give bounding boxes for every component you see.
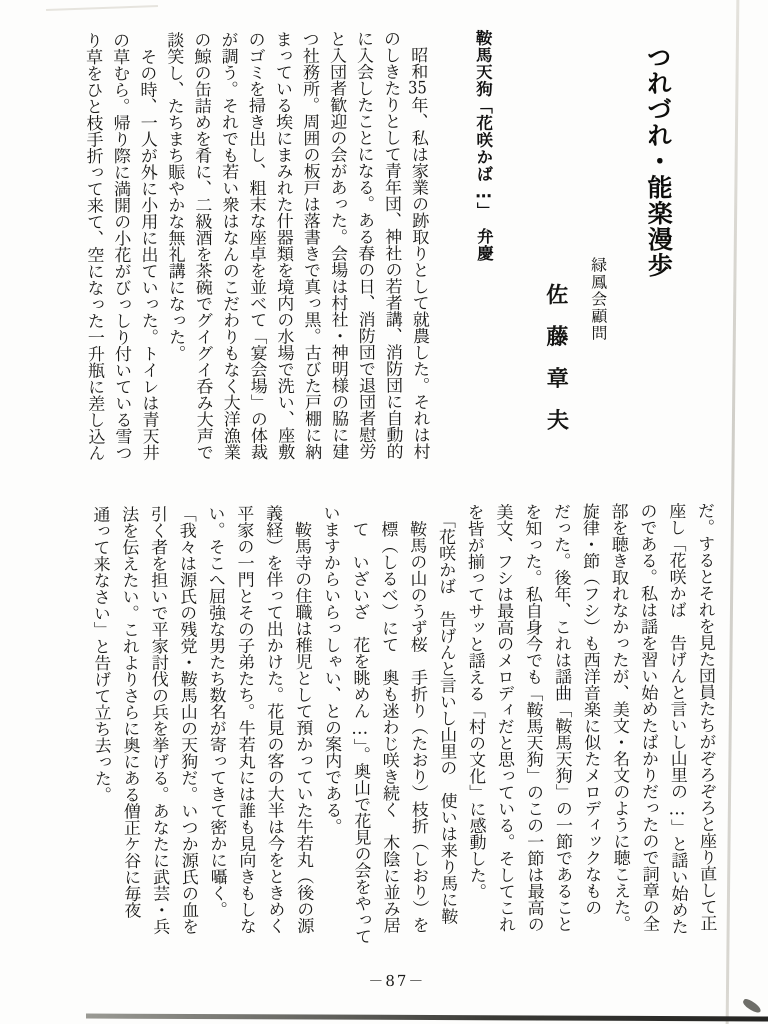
article-subtitle: 鞍馬天狗「花咲かば…」 弁慶 [473,29,494,262]
text-line: と入団者歓迎の会があった。会場は村社・神明様の脇に建 [325,30,349,460]
text-line: 談笑し、たちまち賑やかな無礼講になった。 [163,31,186,362]
body-text-block-upper [77,30,433,488]
text-line: の草むら。帰り際に満開の小花がびっしり付いている雪つ [109,31,132,461]
text-line: だ。するとそれを見た団員たちがぞろぞろと座り直して正 [693,501,717,932]
text-line: つ社務所。周囲の板戸は落書きで真っ黒。古びた戸棚に納 [298,30,322,460]
text-line: のしきたりとして青年団、神社の若者講、消防団に自動的 [379,29,403,460]
text-line: い。そこへ屈強な男たち数名が寄ってきて密かに囁く。 [204,504,227,918]
text-line: 「我々は源氏の残党・鞍馬山の天狗だ。いつか源氏の血を [175,505,199,935]
text-line: を皆が揃ってサッと謡える「村の文化」に感動した。 [463,503,486,900]
text-line: 鞍馬の山のうず桜 手折り（たおり）枝折（しおり）を [405,503,429,933]
text-line: まっている埃にまみれた什器類を境内の水場で洗い、座敷 [271,30,295,460]
text-line: いますからいらっしゃい、との案内である。 [319,504,342,835]
text-line: だった。後年、これは謡曲「鞍馬天狗」の一節であること [549,502,573,932]
text-line: 昭和35年、私は家業の跡取りとして就農した。それは村 [407,29,430,460]
text-line: り草をひと枝手折って来て、空になった一升瓶に差し込ん [81,31,105,461]
text-line: 「花咲かば 告げんと言いし山里の 使いは来り馬に鞍 [434,503,458,925]
text-line: 座し「花咲かば 告げんと言いし山里の…」と謡い始めた [665,502,688,935]
text-line: 義経）を伴って出かけた。花見の客の大半は今をときめく [262,504,285,934]
text-line: 平家の一門とその子弟たち。牛若丸には誰も見向きもしな [233,504,256,934]
body-text-block-lower [84,502,721,970]
text-line: 引く者を担いで平家討伐の兵を挙げる。あなたに武芸・兵 [146,505,170,935]
text-line: のである。私は謡を習い始めたばかりだったので詞章の全 [636,502,659,932]
text-line: に入会したことになる。ある春の日、消防団で退団者慰労 [352,30,376,460]
text-line: を知った。私自身今でも「鞍馬天狗」のこの一節は最高の [521,503,544,933]
text-line: て いざいざ 花を眺めん…」。奥山で花見の会をやって [348,504,372,945]
author-affiliation: 緑鳳会顧問 [588,256,608,342]
text-line: が調う。それでも若い衆はなんのこだわりもなく大洋漁業 [217,30,241,461]
author-name: 佐藤章夫 [542,282,570,451]
text-line: 鞍馬寺の住職は稚児として預かっていた牛若丸（後の源 [290,504,314,934]
text-line: のゴミを掃き出し、粗末な座卓を並べて「宴会場」の体裁 [244,30,268,460]
page-number: －87－ [368,971,426,991]
text-line: 旋律・節（フシ）も西洋音楽に似たメロディックなもの [578,502,602,916]
text-line: 標（しるべ）にて 奥も迷わじ咲き続く 木陰に並み居 [377,503,400,934]
text-line: 美文、フシは最高のメロディだと思っている。そしてこれ [492,503,515,933]
text-line: 法を伝えたい。これよりさらに奥にある僧正ケ谷に毎夜 [118,505,141,919]
text-line: 部を聴き取れなかったが、美文・名文のように聴こえた。 [607,502,631,932]
page-title: つれづれ・能楽漫歩 [643,44,674,279]
text-line: の鯨の缶詰めを肴に、二級酒を茶碗でグイグイ呑み大声で [190,31,213,461]
text-line: その時、一人が外に小用に出ていった。トイレは青天井 [136,31,159,461]
text-line: 通って来なさい」と告げて立ち去った。 [89,505,112,803]
